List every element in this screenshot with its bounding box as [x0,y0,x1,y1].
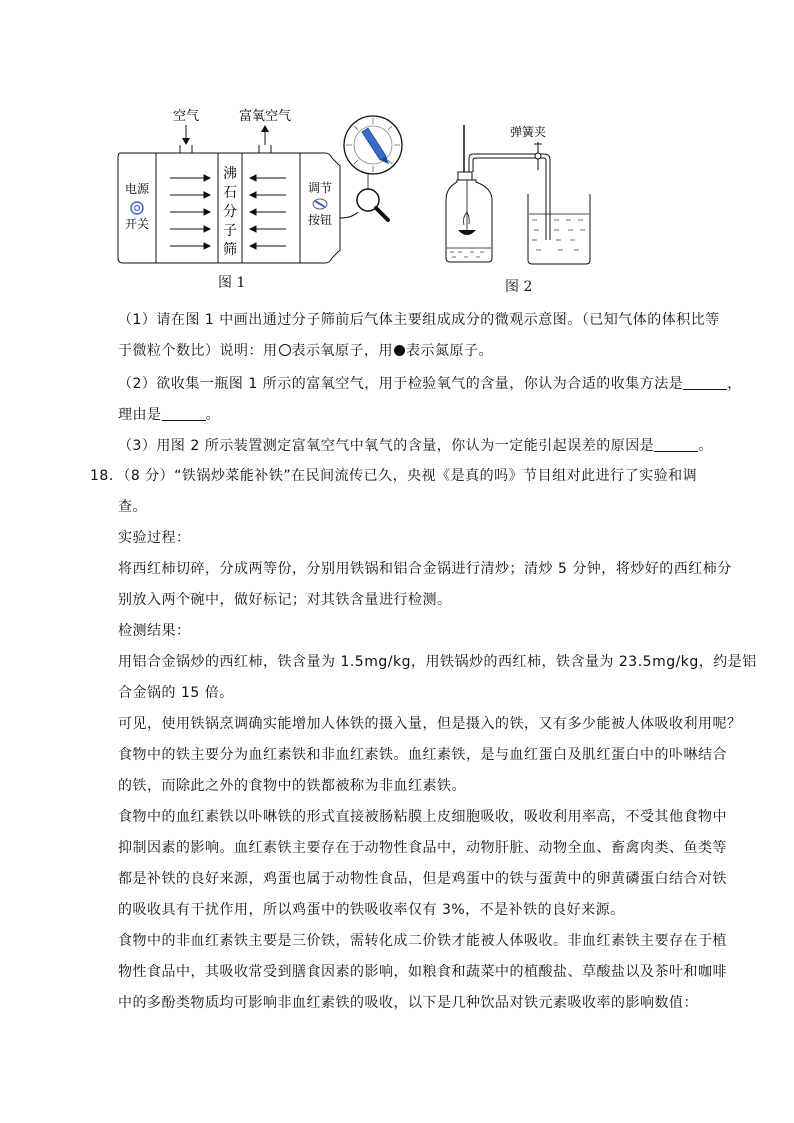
sieve-char-4: 子 [223,223,237,239]
zoom-dial-icon [344,116,402,174]
q17-part3-text-b: 。 [698,438,713,454]
knob-label-top: 调节 [307,181,333,195]
oxygen-atom-symbol-icon [279,344,291,356]
q17-part1-line2 [118,341,493,361]
power-switch-icon [131,202,143,214]
power-label-top: 电源 [124,182,150,196]
test-result-line2: 合金锅的 15 倍。 [118,685,234,701]
paragraph-2-line2: 的铁，而除此之外的食物中的铁都被称为非血红素铁。 [118,778,466,794]
answer-blank[interactable] [162,406,206,421]
q17-part2-text-c: 理由是 [118,407,162,423]
experiment-process-line2: 别放入两个碗中，做好标记；对其铁含量进行检测。 [118,592,452,608]
q17-part1-line1: （1）请在图 1 中画出通过分子筛前后气体主要组成成分的微观示意图。（已知气体的体积比等 [118,312,720,328]
paragraph-3-line4: 的吸收具有干扰作用，所以鸡蛋中的铁吸收率仅有 3%，不是补铁的良好来源。 [118,902,625,918]
paragraph-4-line1: 食物中的非血红素铁主要是三价铁，需转化成二价铁才能被人体吸收。非血红素铁主要存在于植 [118,933,727,949]
q17-part2-line2 [118,405,220,425]
power-label-bottom: 开关 [124,217,150,231]
sieve-char-1: 沸 [223,166,237,182]
paragraph-1: 可见，使用铁锅烹调确实能增加人体铁的摄入量，但是摄入的铁，又有多少能被人体吸收利用呢？ [118,716,742,732]
test-result-title: 检测结果： [118,623,191,639]
oxygen-outlet-arrow-icon [261,125,269,132]
air-label: 空气 [172,109,200,124]
answer-blank[interactable] [654,437,698,452]
figure-1-molecular-sieve [100,100,430,290]
stopper-icon [458,172,472,180]
q17-part3-line [118,436,713,456]
paragraph-2-line1: 食物中的铁主要分为血红素铁和非血红素铁。血红素铁，是与血红蛋白及肌红蛋白中的卟啉结合 [118,747,727,763]
oxygen-rich-air-label: 富氧空气 [238,109,292,124]
molecular-sieve-diagram [100,100,430,290]
q17-part2-line1 [118,374,742,394]
sieve-char-5: 筛 [223,242,237,258]
q17-part1-text-c: 表示氮原子。 [406,343,493,359]
paragraph-4-line2: 物性食品中，其吸收常受到膳食因素的影响，如粮食和蔬菜中的植酸盐、草酸盐以及茶叶和咖啡 [118,964,727,980]
experiment-process-line1: 将西红柿切碎，分成两等份，分别用铁锅和铝合金锅进行清炒；清炒 5 分钟，将炒好的西红柿分 [118,561,732,577]
adjust-knob-icon [313,199,327,209]
q17-part1-text-b: 表示氧原子，用 [291,343,393,359]
paragraph-3-line2: 抑制因素的影响。血红素铁主要存在于动物性食品中，动物肝脏、动物全血、畜禽肉类、鱼类等 [118,840,727,856]
q17-part3-text-a: （3）用图 2 所示装置测定富氧空气中氧气的含量，你认为一定能引起误差的原因是 [118,438,655,454]
q18-heading-line1: 18．（8 分）“铁锅炒菜能补铁”在民间流传已久，央视《是真的吗》节目组对此进行了实验和调 [90,468,698,484]
paragraph-3-line3: 都是补铁的良好来源，鸡蛋也属于动物性食品，但是鸡蛋中的铁与蛋黄中的卵黄磷蛋白结合对铁 [118,871,727,887]
nitrogen-atom-symbol-icon [394,345,405,356]
q18-heading-line2: 查。 [118,499,147,515]
answer-blank[interactable] [683,375,727,390]
q17-part2-text-d: 。 [205,407,220,423]
test-result-line1: 用铝合金锅炒的西红柿，铁含量为 1.5mg/kg，用铁锅炒的西红柿，铁含量为 23.5mg/kg，约是铝 [118,654,757,670]
spring-clamp-icon [534,142,542,170]
experiment-process-title: 实验过程： [118,530,191,546]
paragraph-4-line3: 中的多酚类物质均可影响非血红素铁的吸收，以下是几种饮品对铁元素吸收率的影响数值： [118,995,698,1011]
sieve-char-2: 石 [223,185,237,201]
oxygen-flow-arrows [250,175,286,249]
figure-1-caption: 图 1 [218,275,246,291]
knob-label-bottom: 按钮 [307,213,333,227]
sieve-char-3: 分 [223,204,237,220]
beaker-icon [528,194,590,264]
air-inlet-arrow-icon [182,138,190,145]
paragraph-3-line1: 食物中的血红素铁以卟啉铁的形式直接被肠粘膜上皮细胞吸收，吸收利用率高，不受其他食物中 [118,809,727,825]
figure-2-apparatus [440,120,610,295]
q17-part2-text-b: ， [727,376,742,392]
q17-part1-text-a: 于微粒个数比）说明：用 [118,343,278,359]
spring-clamp-label: 弹簧夹 [509,125,547,139]
air-flow-arrows [170,175,210,249]
figure-2-caption: 图 2 [505,279,533,295]
oxygen-measurement-apparatus [440,120,610,275]
q17-part2-text-a: （2）欲收集一瓶图 1 所示的富氧空气，用于检验氧气的含量，你认为合适的收集方法是 [118,376,684,392]
